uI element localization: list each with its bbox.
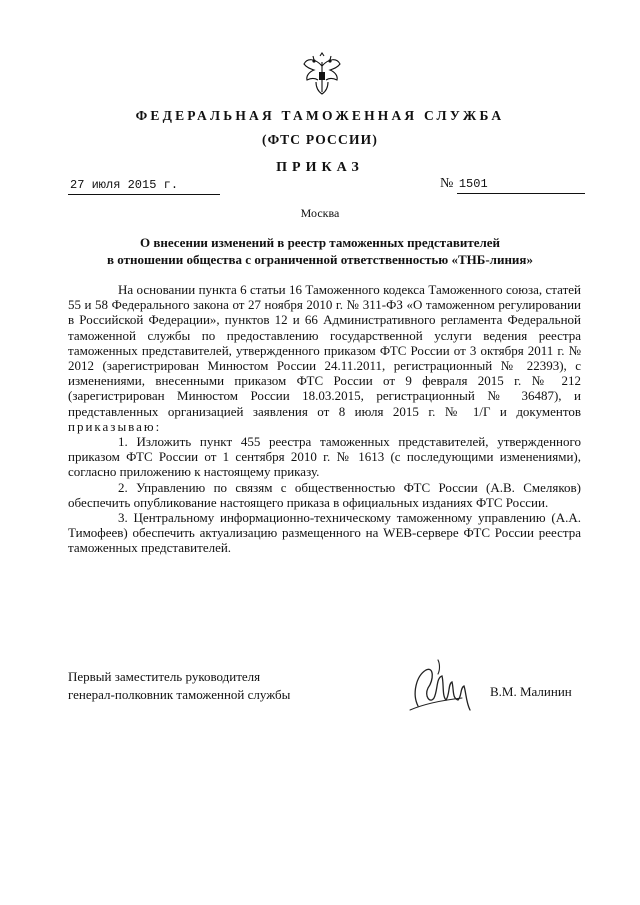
- subject-line-1: О внесении изменений в реестр таможенных представителей: [139, 235, 501, 250]
- handwritten-signature-icon: [404, 654, 484, 722]
- order-item-1: 1. Изложить пункт 455 реестра таможенных представителей, утвержденного приказом ФТС России от 1 сентября 2010 г. № 1613 (с последующими изменениями), согласно приложению к настоящему приказу.: [68, 434, 581, 480]
- signer-position: [68, 668, 290, 704]
- coat-of-arms-icon: [301, 52, 343, 98]
- subject-line-2: в отношении общества с ограниченной ответственностью «ТНБ-линия»: [107, 252, 533, 267]
- document-type: ПРИКАЗ: [276, 160, 364, 175]
- order-number: 1501: [457, 177, 585, 194]
- signer-name: В.М. Малинин: [490, 684, 572, 699]
- preamble-text: На основании пункта 6 статьи 16 Таможенного кодекса Таможенного союза, статей 55 и 58 Федерального закона от 27 ноября 2010 г. № 311-ФЗ «О таможенном регулировании в Российской Федерации», пунктов 12 и 66 Административного регламента Федеральной таможенной службы по предоставлению государственной услуги ведения реестра таможенных представителей, утвержденного приказом ФТС России от 3 октября 2011 г. № 2012 (зарегистрирован Минюстом России 24.11.2011, регистрационный № 22393), с изменениями, внесенными приказом ФТС России от 9 февраля 2015 г. № 212 (зарегистрирован Минюстом России 18.03.2015, регистрационный № 36487), и представленных организацией заявления от 8 июля 2015 г. № 1/Г и документов: [68, 282, 581, 419]
- organization-name: ФЕДЕРАЛЬНАЯ ТАМОЖЕННАЯ СЛУЖБА: [135, 108, 505, 123]
- organization-short-name: (ФТС РОССИИ): [261, 132, 379, 147]
- order-number-line: [440, 176, 585, 194]
- signer-position-line-2: генерал-полковник таможенной службы: [68, 687, 291, 702]
- order-item-3: 3. Центральному информационно-техническому таможенному управлению (А.А. Тимофеев) обеспечить актуализацию размещенного на WEB-сервере ФТС России реестра таможенных представителей.: [68, 510, 581, 556]
- preamble-paragraph: [68, 282, 581, 434]
- city: Москва: [300, 206, 340, 220]
- order-body: [68, 282, 581, 556]
- number-sign: №: [440, 176, 454, 191]
- order-verb: приказываю:: [68, 418, 162, 434]
- order-item-2: 2. Управлению по связям с общественностью ФТС России (А.В. Смеляков) обеспечить опубликование настоящего приказа в официальных изданиях ФТС России.: [68, 479, 581, 510]
- order-date: 27 июля 2015 г.: [68, 178, 220, 195]
- order-subject: [0, 234, 640, 268]
- signer-position-line-1: Первый заместитель руководителя: [68, 669, 261, 684]
